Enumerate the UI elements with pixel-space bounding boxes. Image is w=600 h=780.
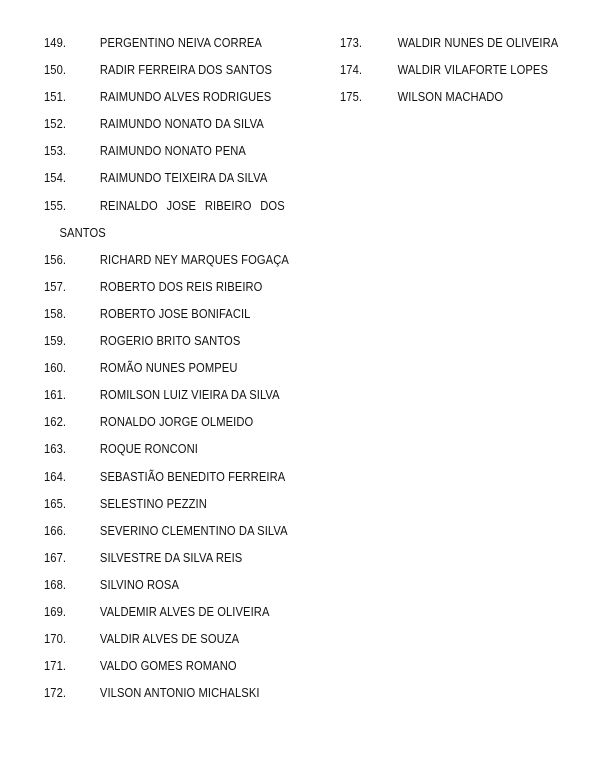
item-number: 151. bbox=[44, 89, 67, 105]
item-number: 159. bbox=[44, 333, 67, 349]
item-name-word: DOS bbox=[260, 197, 285, 213]
item-number: 163. bbox=[44, 441, 67, 457]
list-item bbox=[44, 29, 262, 56]
item-name: SEBASTIÃO BENEDITO FERREIRA bbox=[99, 468, 286, 484]
list-item bbox=[340, 56, 546, 83]
item-number: 156. bbox=[44, 251, 67, 267]
item-name: RAIMUNDO TEIXEIRA DA SILVA bbox=[99, 170, 268, 186]
list-item bbox=[44, 463, 286, 490]
list-item bbox=[44, 273, 263, 300]
list-item bbox=[44, 625, 259, 652]
item-name: VALDIR ALVES DE SOUZA bbox=[99, 631, 240, 647]
item-number: 162. bbox=[44, 414, 67, 430]
list-item bbox=[44, 381, 280, 408]
item-number: 164. bbox=[44, 468, 67, 484]
item-name: RAIMUNDO ALVES RODRIGUES bbox=[99, 89, 272, 105]
list-item bbox=[44, 679, 259, 706]
item-name: SEVERINO CLEMENTINO DA SILVA bbox=[99, 522, 288, 538]
item-name-word: RIBEIRO bbox=[204, 197, 252, 213]
item-number: 160. bbox=[44, 360, 67, 376]
list-item bbox=[44, 435, 259, 462]
list-item bbox=[44, 83, 272, 110]
item-name: ROBERTO JOSE BONIFACIL bbox=[99, 305, 251, 321]
item-number: 169. bbox=[44, 603, 67, 619]
list-item bbox=[44, 246, 289, 273]
item-number: 171. bbox=[44, 658, 67, 674]
list-item bbox=[44, 652, 259, 679]
item-number: 150. bbox=[44, 62, 67, 78]
item-name: VALDEMIR ALVES DE OLIVEIRA bbox=[99, 603, 270, 619]
item-name: SELESTINO PEZZIN bbox=[99, 495, 207, 511]
item-name: ROGERIO BRITO SANTOS bbox=[99, 333, 241, 349]
item-name-justified bbox=[100, 192, 285, 219]
item-number: 161. bbox=[44, 387, 67, 403]
item-number: 153. bbox=[44, 143, 67, 159]
right-column-list bbox=[340, 29, 580, 110]
item-name: WALDIR NUNES DE OLIVEIRA bbox=[397, 35, 559, 50]
item-name: SILVESTRE DA SILVA REIS bbox=[99, 549, 243, 565]
list-item bbox=[44, 490, 259, 517]
item-number: 155. bbox=[44, 197, 67, 213]
item-name: RAIMUNDO NONATO PENA bbox=[99, 143, 246, 159]
item-number: 170. bbox=[44, 631, 67, 647]
item-name: RADIR FERREIRA DOS SANTOS bbox=[99, 62, 273, 78]
list-item bbox=[44, 300, 259, 327]
item-name: RAIMUNDO NONATO DA SILVA bbox=[99, 116, 264, 132]
item-name: VILSON ANTONIO MICHALSKI bbox=[99, 685, 260, 701]
item-name-word: REINALDO bbox=[99, 197, 158, 213]
list-item bbox=[44, 354, 259, 381]
list-item bbox=[44, 164, 268, 191]
item-name-continuation: SANTOS bbox=[59, 224, 106, 240]
item-name: WILSON MACHADO bbox=[397, 89, 504, 105]
item-name: PERGENTINO NEIVA CORREA bbox=[99, 35, 262, 50]
list-item bbox=[44, 327, 259, 354]
list-item bbox=[44, 408, 259, 435]
item-name: RONALDO JORGE OLMEIDO bbox=[99, 414, 254, 430]
item-number: 172. bbox=[44, 685, 67, 701]
item-name: SILVINO ROSA bbox=[99, 576, 180, 592]
list-item bbox=[44, 110, 264, 137]
item-number: 168. bbox=[44, 576, 67, 592]
list-item bbox=[44, 137, 259, 164]
item-number: 167. bbox=[44, 549, 67, 565]
item-name: ROMILSON LUIZ VIEIRA DA SILVA bbox=[99, 387, 280, 403]
item-name: WALDIR VILAFORTE LOPES bbox=[397, 62, 548, 78]
item-name-word: JOSE bbox=[166, 197, 197, 213]
item-name: VALDO GOMES ROMANO bbox=[99, 658, 237, 674]
item-name: RICHARD NEY MARQUES FOGAÇA bbox=[99, 251, 289, 267]
item-number: 157. bbox=[44, 278, 67, 294]
item-number: 149. bbox=[44, 35, 67, 50]
list-item bbox=[340, 29, 559, 56]
item-number: 152. bbox=[44, 116, 67, 132]
list-item bbox=[340, 83, 546, 110]
list-item bbox=[44, 571, 259, 598]
left-column-list bbox=[44, 29, 294, 706]
item-name: ROQUE RONCONI bbox=[99, 441, 198, 457]
item-number: 158. bbox=[44, 305, 67, 321]
item-number: 166. bbox=[44, 522, 67, 538]
item-name: ROMÃO NUNES POMPEU bbox=[99, 360, 238, 376]
item-number: 175. bbox=[340, 89, 363, 105]
item-name: ROBERTO DOS REIS RIBEIRO bbox=[99, 278, 263, 294]
list-item bbox=[44, 56, 273, 83]
list-item bbox=[44, 598, 270, 625]
list-item bbox=[44, 544, 259, 571]
item-number: 174. bbox=[340, 62, 363, 78]
item-number: 165. bbox=[44, 495, 67, 511]
item-number: 173. bbox=[340, 35, 363, 50]
list-item bbox=[44, 517, 288, 544]
list-item bbox=[44, 192, 285, 246]
item-number: 154. bbox=[44, 170, 67, 186]
